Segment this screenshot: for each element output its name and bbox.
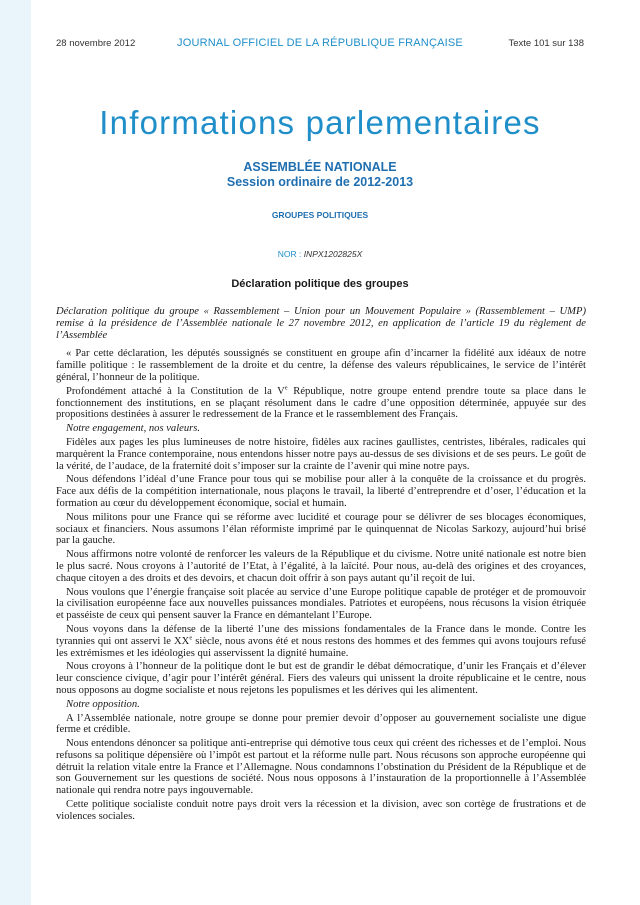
session-name: Session ordinaire de 2012-2013: [226, 175, 414, 189]
paragraph-4: Nous défendons l’idéal d’une France pour tous qui se mobilise pour aller à la conquête de la croissance et du progrès. Face aux défis de la compétition internationale, nous plaçons le travail, la liberté d’entreprendre et d’oser, l’éducation et la formation au cœur du développement économique, social et humain.: [56, 474, 586, 509]
declaration-intro: Déclaration politique du groupe « Rassemblement – Union pour un Mouvement Populaire » (Rassemblement – UMP) remise à la présidence de l’Assemblée nationale le 27 novembre 2012, en application de l’article 19 du règlement de l’Assemblée: [56, 306, 586, 341]
paragraph-9: Nous croyons à l’honneur de la politique dont le but est de grandir le débat démocratique, d’unir les Français et d’élever leur conscience civique, d’agir pour l’intérêt général. Fiers des valeurs qui unissent la droite républicaine et le centre, nous nous opposons au dogme socialiste et nous rejetons les populismes et les dérives qui les alimentent.: [56, 661, 586, 696]
header-date: 28 novembre 2012: [56, 38, 136, 49]
paragraph-8-superscript: e: [189, 634, 193, 642]
declaration-title: Déclaration politique des groupes: [231, 278, 409, 290]
paragraph-2-end: République, notre groupe entend prendre toute sa place dans le fonctionnement des institutions, en se plaçant résolument dans le cadre d’une opposition déterminée, appuyée sur des propositions destinées à assurer le redressement de la France et le rassemblement des Français.: [56, 385, 586, 421]
paragraph-12: Cette politique socialiste conduit notre pays droit vers la récession et la division, avec son cortège de frustrations et de violences sociales.: [56, 799, 586, 822]
paragraph-10: A l’Assemblée nationale, notre groupe se donne pour premier devoir d’opposer au gouvernement socialiste une digue ferme et crédible.: [56, 712, 586, 736]
paragraph-1: « Par cette déclaration, les députés soussignés se constituent en groupe afin d’incarner la fidélité aux idéaux de notre famille politique : le rassemblement de la droite et du centre, la défense des valeurs républicaines, le service de l’intérêt général, l’honneur de la politique.: [56, 348, 586, 383]
assembly-heading: [40, 160, 600, 190]
paragraph-6: Nous affirmons notre volonté de renforcer les valeurs de la République et du civisme. Notre unité nationale est notre bien le plus sacré. Nous croyons à l’autorité de l’Etat, à l’égalité, à la laïcité. Pour nous, au-delà des origines et des croyances, chaque citoyen a des droits et des devoirs, et chacun doit offrir à son pays autant qu’il reçoit de lui.: [56, 549, 586, 584]
nor-reference: [40, 249, 600, 259]
paragraph-8: [56, 624, 586, 659]
paragraph-11: Nous entendons dénoncer sa politique anti-entreprise qui démotive tous ceux qui créent des richesses et de l’emploi. Nous refusons sa politique dépensière où l’impôt est partout et la réforme nulle part. Nous récusons son approche européenne qui détruit la relation vitale entre la France et l’Allemagne. Nous condamnons l’obstination du Président de la République et de son Gouvernement sur les questions de société. Nous nous opposons à l’instauration de la proportionnelle à l’Assemblée nationale qui rendra notre pays ingouvernable.: [56, 738, 586, 797]
paragraph-3: Fidèles aux pages les plus lumineuses de notre histoire, fidèles aux racines gaullistes, centristes, libérales, radicales qui marquèrent la France contemporaine, nous entendons hisser notre pays au-dessus de ses divisions et de ses peurs. Le goût de la vérité, de l’audace, de la fraternité doit s’imposer sur la crainte de l’avenir qui mine notre pays.: [56, 436, 586, 472]
subheading-opposition: Notre opposition.: [66, 698, 140, 710]
page-title: Informations parlementaires: [99, 104, 541, 141]
page-header: [56, 38, 584, 54]
header-journal-title: JOURNAL OFFICIEL DE LA RÉPUBLIQUE FRANÇAISE: [177, 37, 463, 49]
declaration-body: [56, 306, 586, 825]
groups-heading: GROUPES POLITIQUES: [271, 210, 369, 220]
assembly-name: ASSEMBLÉE NATIONALE: [243, 160, 397, 174]
header-text-number: Texte 101 sur 138: [508, 38, 584, 49]
page-side-band: [0, 0, 31, 905]
paragraph-2: [56, 386, 586, 421]
nor-label: NOR :: [277, 249, 302, 259]
paragraph-8-end: siècle, nous avons été et nous restons des hommes et des femmes qui avons toujours refusé les extrémismes et les idéologies qui asservissent la dignité humaine.: [56, 635, 586, 659]
subheading-engagement: Notre engagement, nos valeurs.: [66, 423, 201, 435]
paragraph-5: Nous militons pour une France qui se réforme avec lucidité et courage pour se délivrer de ses blocages économiques, sociaux et financiers. Nous assumons l’élan réformiste imprimé par le quinquennat de Nicolas Sarkozy, aujourd’hui brisé par la gauche.: [56, 511, 586, 547]
paragraph-8-start: Nous voyons dans la défense de la liberté l’une des missions fondamentales de la France dans le monde. Contre les tyrannies qui ont asservi le XX: [56, 623, 586, 647]
paragraph-2-superscript: e: [284, 384, 288, 392]
nor-value: INPX1202825X: [303, 249, 363, 259]
paragraph-7: Nous voulons que l’énergie française soit placée au service d’une Europe politique capable de protéger et de promouvoir la civilisation européenne face aux nouvelles puissances mondiales. Patriotes et européens, nous récusons la vision étriquée et passéiste de ceux qui pensent sauver la France en démantelant l’Europe.: [56, 586, 586, 622]
paragraph-2-start: Profondément attaché à la Constitution de la V: [66, 385, 285, 397]
